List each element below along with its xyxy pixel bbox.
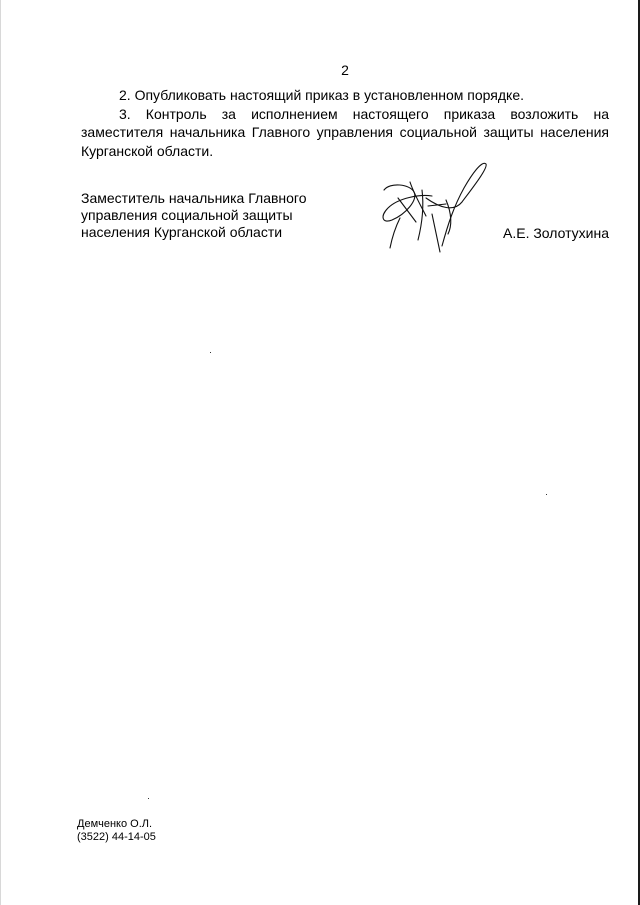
scan-speck bbox=[546, 494, 547, 495]
signer-position bbox=[81, 190, 361, 241]
executor-name: Демченко О.Л. bbox=[77, 818, 153, 830]
signer-position-line-1: Заместитель начальника Главного bbox=[81, 190, 307, 206]
document-body bbox=[81, 86, 609, 160]
paragraph-item-3-rest: заместителя начальника Главного управления социальной защиты населения Курганской области. bbox=[81, 124, 609, 159]
signer-name: А.Е. Золотухина bbox=[503, 225, 609, 241]
scan-speck bbox=[148, 798, 149, 799]
paragraph-item-3-line-1: 3. Контроль за исполнением настоящего приказа возложить на bbox=[119, 105, 609, 122]
signer-position-line-2: управления социальной защиты bbox=[81, 207, 293, 223]
executor-phone: (3522) 44-14-05 bbox=[77, 831, 156, 843]
page-number: 2 bbox=[341, 62, 349, 78]
scan-edge-left bbox=[0, 0, 1, 905]
scan-speck bbox=[210, 352, 211, 353]
paragraph-item-2: 2. Опубликовать настоящий приказ в установленном порядке. bbox=[119, 87, 525, 103]
signer-position-line-3: населения Курганской области bbox=[81, 224, 283, 240]
executor-footer bbox=[77, 818, 156, 844]
handwritten-signature bbox=[370, 160, 500, 260]
